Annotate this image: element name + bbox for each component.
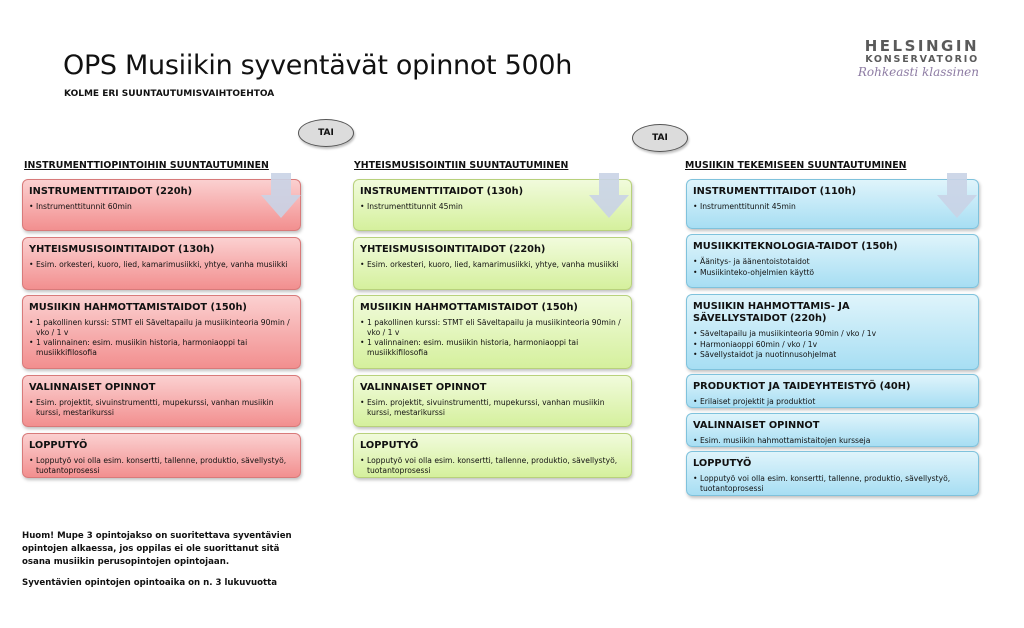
footnote: Huom! Mupe 3 opintojakso on suoritettava syventävien opintojen alkaessa, jos oppilas ei ole suorittanut sitä osana musiikin perusopintojen opintojaan. xyxy=(22,531,292,567)
card-item: • Erilaiset projektit ja produktiot xyxy=(693,397,972,407)
page-title: OPS Musiikin syventävät opinnot 500h xyxy=(63,50,573,81)
card-item: • 1 valinnainen: esim. musiikin historia, harmoniaoppi tai musiikkifilosofia xyxy=(360,338,625,357)
card-perception-skills xyxy=(353,295,632,369)
card-ensemble-skills xyxy=(353,237,632,290)
down-arrow-icon xyxy=(589,173,629,218)
card-title: MUSIIKIN HAHMOTTAMIS- JA SÄVELLYSTAIDOT (220h) xyxy=(693,301,850,324)
column-heading-music-making: MUSIIKIN TEKEMISEEN SUUNTAUTUMINEN xyxy=(685,160,907,171)
card-title: INSTRUMENTTITAIDOT (220h) xyxy=(29,186,193,197)
card-ensemble-skills xyxy=(22,237,301,290)
card-perception-composition xyxy=(686,294,979,370)
card-title: VALINNAISET OPINNOT xyxy=(29,382,156,393)
card-item: • Instrumenttitunnit 45min xyxy=(360,202,625,212)
logo-tagline: Rohkeasti klassinen xyxy=(857,65,979,79)
card-title: INSTRUMENTTITAIDOT (110h) xyxy=(693,186,857,197)
card-electives xyxy=(353,375,632,427)
card-item: • Instrumenttitunnit 45min xyxy=(693,202,972,212)
down-arrow-icon xyxy=(261,173,301,218)
card-electives xyxy=(22,375,301,427)
card-title: YHTEISMUSISOINTITAIDOT (220h) xyxy=(360,244,546,255)
card-item: • Musiikinteko-ohjelmien käyttö xyxy=(693,268,972,278)
card-item: • Esim. projektit, sivuinstrumentti, mupekurssi, vanhan musiikin kurssi, mestarikurssi xyxy=(29,398,294,417)
card-item: • Sävellystaidot ja nuotinnusohjelmat xyxy=(693,350,972,360)
card-title: VALINNAISET OPINNOT xyxy=(360,382,487,393)
tai-ellipse-1: TAI xyxy=(298,119,354,147)
card-item: • Lopputyö voi olla esim. konsertti, tallenne, produktio, sävellystyö, tuotantoprosessi xyxy=(360,456,625,475)
tai-ellipse-2: TAI xyxy=(632,124,688,152)
card-item: • 1 pakollinen kurssi: STMT eli Säveltapailu ja musiikinteoria 90min / vko / 1 v xyxy=(29,318,294,337)
card-item: • Lopputyö voi olla esim. konsertti, tallenne, produktio, sävellystyö, tuotantoprosessi xyxy=(693,474,972,493)
card-item: • Äänitys- ja äänentoistotaidot xyxy=(693,257,972,267)
card-item: • Esim. musiikin hahmottamistaitojen kursseja xyxy=(693,436,972,446)
column-heading-instrument: INSTRUMENTTIOPINTOIHIN SUUNTAUTUMINEN xyxy=(24,160,269,171)
card-music-technology xyxy=(686,234,979,288)
card-title: MUSIIKKITEKNOLOGIA-TAIDOT (150h) xyxy=(693,241,898,252)
card-title: LOPPUTYÖ xyxy=(29,440,88,451)
card-final-work xyxy=(353,433,632,478)
card-item: • Esim. projektit, sivuinstrumentti, mupekurssi, vanhan musiikin kurssi, mestarikurssi xyxy=(360,398,625,417)
card-item: • Esim. orkesteri, kuoro, lied, kamarimusiikki, yhtye, vanha musiikki xyxy=(360,260,625,270)
card-title: YHTEISMUSISOINTITAIDOT (130h) xyxy=(29,244,215,255)
card-title: VALINNAISET OPINNOT xyxy=(693,420,820,431)
card-title: LOPPUTYÖ xyxy=(693,458,752,469)
card-instrument-skills xyxy=(22,179,301,231)
card-perception-skills xyxy=(22,295,301,369)
card-title: LOPPUTYÖ xyxy=(360,440,419,451)
down-arrow-icon xyxy=(937,173,977,218)
logo-line-1: HELSINGIN xyxy=(864,37,979,55)
card-item: • Harmoniaoppi 60min / vko / 1v xyxy=(693,340,972,350)
card-instrument-skills xyxy=(686,179,979,229)
footnote-duration: Syventävien opintojen opintoaika on n. 3 lukuvuotta xyxy=(22,578,278,588)
page-subtitle: KOLME ERI SUUNTAUTUMISVAIHTOEHTOA xyxy=(64,89,275,99)
card-title: PRODUKTIOT JA TAIDEYHTEISTYÖ (40H) xyxy=(693,381,911,392)
card-item: • Säveltapailu ja musiikinteoria 90min / vko / 1v xyxy=(693,329,972,339)
logo-line-2: KONSERVATORIO xyxy=(865,54,979,65)
card-title: MUSIIKIN HAHMOTTAMISTAIDOT (150h) xyxy=(360,302,578,313)
card-productions xyxy=(686,374,979,408)
card-item: • 1 pakollinen kurssi: STMT eli Säveltapailu ja musiikinteoria 90min / vko / 1 v xyxy=(360,318,625,337)
column-heading-ensemble: YHTEISMUSISOINTIIN SUUNTAUTUMINEN xyxy=(354,160,569,171)
card-item: • 1 valinnainen: esim. musiikin historia, harmoniaoppi tai musiikkifilosofia xyxy=(29,338,294,357)
card-final-work xyxy=(686,451,979,496)
card-final-work xyxy=(22,433,301,478)
card-item: • Lopputyö voi olla esim. konsertti, tallenne, produktio, sävellystyö, tuotantoprosessi xyxy=(29,456,294,475)
card-electives xyxy=(686,413,979,447)
logo xyxy=(855,38,979,80)
card-item: • Esim. orkesteri, kuoro, lied, kamarimusiikki, yhtye, vanha musiikki xyxy=(29,260,294,270)
card-item: • Instrumenttitunnit 60min xyxy=(29,202,294,212)
card-title: MUSIIKIN HAHMOTTAMISTAIDOT (150h) xyxy=(29,302,247,313)
card-title: INSTRUMENTTITAIDOT (130h) xyxy=(360,186,524,197)
